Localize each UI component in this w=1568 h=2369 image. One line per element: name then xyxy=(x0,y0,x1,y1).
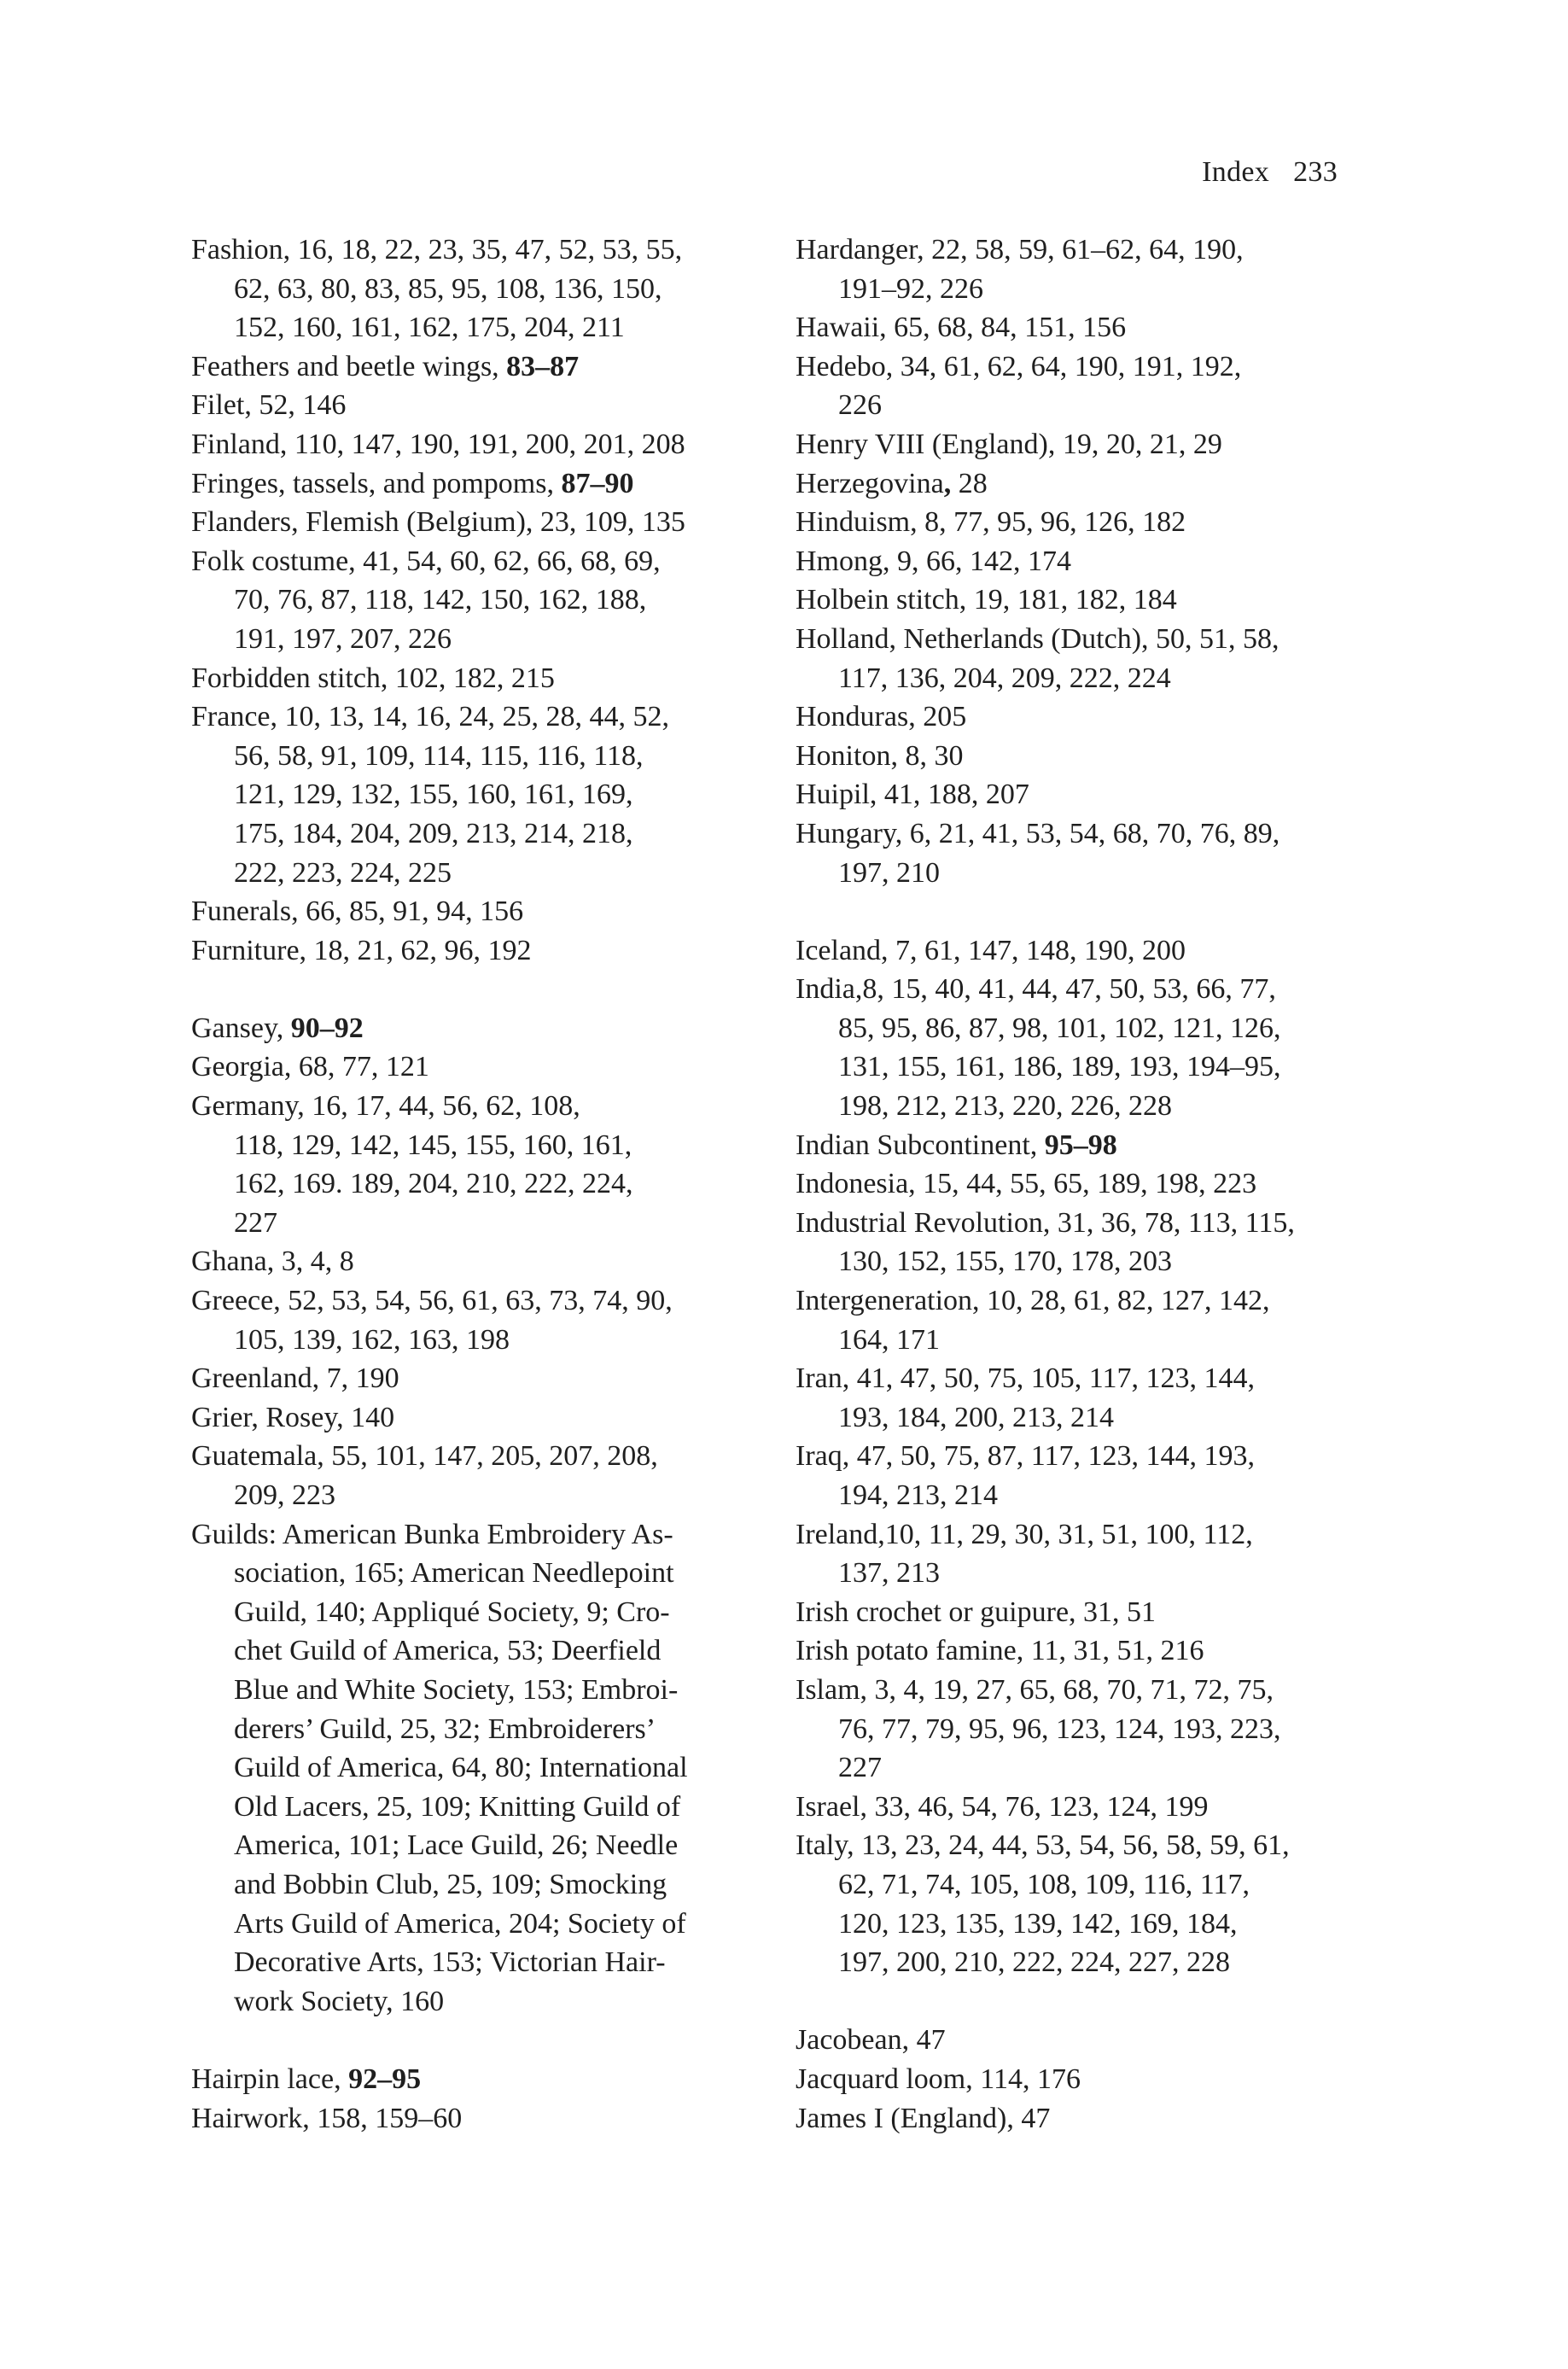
index-entry-main-pages: 83–87 xyxy=(506,350,580,382)
index-entry-text: Holland, Netherlands (Dutch), 50, 51, 58, 117, 136, 204, 209, 222, 224 xyxy=(796,622,1279,694)
index-entry-text: Fashion, 16, 18, 22, 23, 35, 47, 52, 53, 55, 62, 63, 80, 83, 85, 95, 108, 136, 150, 152, 160, 161, 162, 175, 204, 211 xyxy=(191,234,683,344)
index-entry xyxy=(796,2099,1342,2139)
index-entry xyxy=(796,1281,1342,1359)
index-entry-text: Jacobean, 47 xyxy=(796,2024,946,2057)
index-entry xyxy=(796,1126,1342,1165)
index-entry xyxy=(796,2021,1342,2060)
page-number: 233 xyxy=(1293,156,1338,188)
index-entry xyxy=(191,1009,780,1048)
index-entry-text: France, 10, 13, 14, 16, 24, 25, 28, 44, 52, 56, 58, 91, 109, 114, 115, 116, 118, 121, 129, 132, 155, 160, 161, 169, 175, 184, 204, 209, 213, 214, 218, 222, 223, 224, 225 xyxy=(191,701,670,889)
letter-group-gap xyxy=(191,970,780,1009)
index-entry-text: Honduras, 205 xyxy=(796,701,967,733)
index-entry-text: India,8, 15, 40, 41, 44, 47, 50, 53, 66, 77, 85, 95, 86, 87, 98, 101, 102, 121, 126, 131, 155, 161, 186, 189, 193, 194–95, 198, 212, 213, 220, 226, 228 xyxy=(796,973,1281,1123)
index-entry xyxy=(191,347,780,387)
index-entry xyxy=(796,308,1342,347)
index-entry-text: Hardanger, 22, 58, 59, 61–62, 64, 190, 191–92, 226 xyxy=(796,234,1244,305)
running-head-label: Index xyxy=(1202,156,1270,188)
index-entry xyxy=(191,1047,780,1087)
index-entry-text: Indonesia, 15, 44, 55, 65, 189, 198, 223 xyxy=(796,1168,1257,1200)
index-entry-text: Indian Subcontinent, xyxy=(796,1129,1045,1161)
index-entry xyxy=(191,1087,780,1242)
index-entry xyxy=(796,347,1342,425)
index-entry-text: Iraq, 47, 50, 75, 87, 117, 123, 144, 193, 194, 213, 214 xyxy=(796,1440,1255,1511)
index-entry-text: Furniture, 18, 21, 62, 96, 192 xyxy=(191,934,532,966)
index-entry xyxy=(191,892,780,931)
index-entry xyxy=(191,697,780,892)
index-entry-text: Hmong, 9, 66, 142, 174 xyxy=(796,545,1071,577)
index-entry-text: Funerals, 66, 85, 91, 94, 156 xyxy=(191,896,524,928)
index-entry-text: Hairpin lace, xyxy=(191,2063,349,2095)
index-entry-text: Feathers and beetle wings, xyxy=(191,350,507,382)
index-entry xyxy=(796,1359,1342,1437)
index-entry-text: Flanders, Flemish (Belgium), 23, 109, 135 xyxy=(191,506,685,539)
index-entry xyxy=(796,542,1342,581)
index-entry xyxy=(796,620,1342,697)
index-entry xyxy=(191,1281,780,1359)
index-entry xyxy=(191,2060,780,2099)
index-entry-main-pages: 87–90 xyxy=(561,467,634,499)
index-entry xyxy=(796,1671,1342,1788)
index-entry-text: Henry VIII (England), 19, 20, 21, 29 xyxy=(796,428,1222,460)
index-entry xyxy=(796,464,1342,504)
index-entry xyxy=(796,1515,1342,1593)
index-entry-text: Greece, 52, 53, 54, 56, 61, 63, 73, 74, 90, 105, 139, 162, 163, 198 xyxy=(191,1285,673,1356)
index-entry xyxy=(191,1437,780,1514)
index-entry-text: Hairwork, 158, 159–60 xyxy=(191,2102,463,2134)
index-entry xyxy=(191,425,780,464)
index-entry xyxy=(796,1788,1342,1827)
index-entry-main-pages: , xyxy=(943,467,952,499)
index-column-right xyxy=(796,230,1342,2138)
letter-group-gap xyxy=(796,892,1342,931)
index-entry-text: Guilds: American Bunka Embroidery As- sociation, 165; American Needlepoint Guild, 140; Appliqué Society, 9; Cro- chet Guild of America, 53; Deerfield Blue and White Society, 153; Embroi- derers’ Guild, 25, 32; Embroiderers’ Guild of America, 64, 80; International Old Lacers, 25, 109; Knitting Guild of America, 101; Lace Guild, 26; Needle and Bobbin Club, 25, 109; Smocking Arts Guild of America, 204; Society of Decorative Arts, 153; Victorian Hair- work Society, 160 xyxy=(191,1518,688,2017)
index-entry xyxy=(796,1826,1342,1981)
index-entry-text: Ghana, 3, 4, 8 xyxy=(191,1246,354,1278)
index-entry-text: Hinduism, 8, 77, 95, 96, 126, 182 xyxy=(796,506,1186,539)
index-entry xyxy=(796,230,1342,308)
index-entry xyxy=(796,1593,1342,1632)
index-entry xyxy=(191,1398,780,1438)
index-entry-text: Guatemala, 55, 101, 147, 205, 207, 208, 209, 223 xyxy=(191,1440,658,1511)
index-entry-text: Grier, Rosey, 140 xyxy=(191,1401,395,1433)
index-entry-text: Filet, 52, 146 xyxy=(191,389,347,422)
index-entry xyxy=(796,931,1342,971)
index-entry-text: Ireland,10, 11, 29, 30, 31, 51, 100, 112, 137, 213 xyxy=(796,1518,1253,1590)
index-entry xyxy=(796,503,1342,542)
index-entry xyxy=(796,425,1342,464)
index-entry xyxy=(191,386,780,425)
index-entry xyxy=(191,1242,780,1281)
index-entry-text: Folk costume, 41, 54, 60, 62, 66, 68, 69, 70, 76, 87, 118, 142, 150, 162, 188, 191, 197, 207, 226 xyxy=(191,545,661,655)
index-entry-text: Israel, 33, 46, 54, 76, 123, 124, 199 xyxy=(796,1790,1209,1823)
index-entry xyxy=(191,503,780,542)
index-entry-text: Germany, 16, 17, 44, 56, 62, 108, 118, 129, 142, 145, 155, 160, 161, 162, 169. 189, 204, 210, 222, 224, 227 xyxy=(191,1090,633,1239)
index-entry xyxy=(796,775,1342,814)
index-entry xyxy=(796,1164,1342,1204)
index-entry xyxy=(191,542,780,659)
index-entry-text: Iran, 41, 47, 50, 75, 105, 117, 123, 144, 193, 184, 200, 213, 214 xyxy=(796,1362,1255,1433)
index-entry-text: Fringes, tassels, and pompoms, xyxy=(191,467,562,499)
index-entry-main-pages: 95–98 xyxy=(1044,1129,1117,1161)
index-entry-text: James I (England), 47 xyxy=(796,2102,1051,2134)
index-entry-text: Hawaii, 65, 68, 84, 151, 156 xyxy=(796,312,1127,344)
index-entry xyxy=(796,814,1342,892)
index-entry xyxy=(796,970,1342,1125)
index-entry xyxy=(191,464,780,504)
index-entry-trailing: 28 xyxy=(951,467,988,499)
index-entry-text: Gansey, xyxy=(191,1012,291,1044)
index-entry-text: Hungary, 6, 21, 41, 53, 54, 68, 70, 76, 89, 197, 210 xyxy=(796,817,1280,889)
letter-group-gap xyxy=(796,1982,1342,2022)
index-entry xyxy=(191,230,780,347)
letter-group-gap xyxy=(191,2021,780,2060)
index-entry-main-pages: 92–95 xyxy=(348,2063,422,2095)
index-entry xyxy=(796,1437,1342,1514)
index-entry xyxy=(796,1204,1342,1281)
index-entry-text: Irish crochet or guipure, 31, 51 xyxy=(796,1596,1157,1628)
index-entry-text: Finland, 110, 147, 190, 191, 200, 201, 208 xyxy=(191,428,685,460)
index-entry-text: Italy, 13, 23, 24, 44, 53, 54, 56, 58, 59, 61, 62, 71, 74, 105, 108, 109, 116, 117, 120, 123, 135, 139, 142, 169, 184, 197, 200, 210, 222, 224, 227, 228 xyxy=(796,1829,1290,1979)
index-entry xyxy=(796,2060,1342,2099)
index-entry-text: Irish potato famine, 11, 31, 51, 216 xyxy=(796,1635,1204,1667)
index-entry xyxy=(796,737,1342,776)
index-entry xyxy=(191,931,780,971)
index-entry-text: Huipil, 41, 188, 207 xyxy=(796,779,1029,811)
index-entry xyxy=(796,1631,1342,1671)
index-entry-text: Herzegovina xyxy=(796,467,944,499)
index-entry-text: Jacquard loom, 114, 176 xyxy=(796,2063,1081,2095)
index-entry-text: Holbein stitch, 19, 181, 182, 184 xyxy=(796,584,1177,616)
index-entry xyxy=(796,697,1342,737)
index-entry xyxy=(796,581,1342,620)
index-entry-text: Intergeneration, 10, 28, 61, 82, 127, 142, 164, 171 xyxy=(796,1285,1270,1356)
index-entry-text: Islam, 3, 4, 19, 27, 65, 68, 70, 71, 72, 75, 76, 77, 79, 95, 96, 123, 124, 193, 223, 227 xyxy=(796,1673,1281,1784)
index-entry-main-pages: 90–92 xyxy=(290,1012,364,1044)
running-head xyxy=(1202,156,1338,189)
index-entry xyxy=(191,659,780,698)
index-entry xyxy=(191,1515,780,2022)
index-entry xyxy=(191,1359,780,1398)
index-entry-text: Hedebo, 34, 61, 62, 64, 190, 191, 192, 226 xyxy=(796,350,1242,422)
index-entry-text: Georgia, 68, 77, 121 xyxy=(191,1051,429,1083)
index-entry-text: Iceland, 7, 61, 147, 148, 190, 200 xyxy=(796,934,1186,966)
index-entry-text: Industrial Revolution, 31, 36, 78, 113, 115, 130, 152, 155, 170, 178, 203 xyxy=(796,1206,1295,1278)
index-entry xyxy=(191,2099,780,2139)
index-entry-text: Greenland, 7, 190 xyxy=(191,1362,399,1395)
index-entry-text: Honiton, 8, 30 xyxy=(796,739,964,772)
index-column-left xyxy=(191,230,780,2138)
index-entry-text: Forbidden stitch, 102, 182, 215 xyxy=(191,662,555,694)
